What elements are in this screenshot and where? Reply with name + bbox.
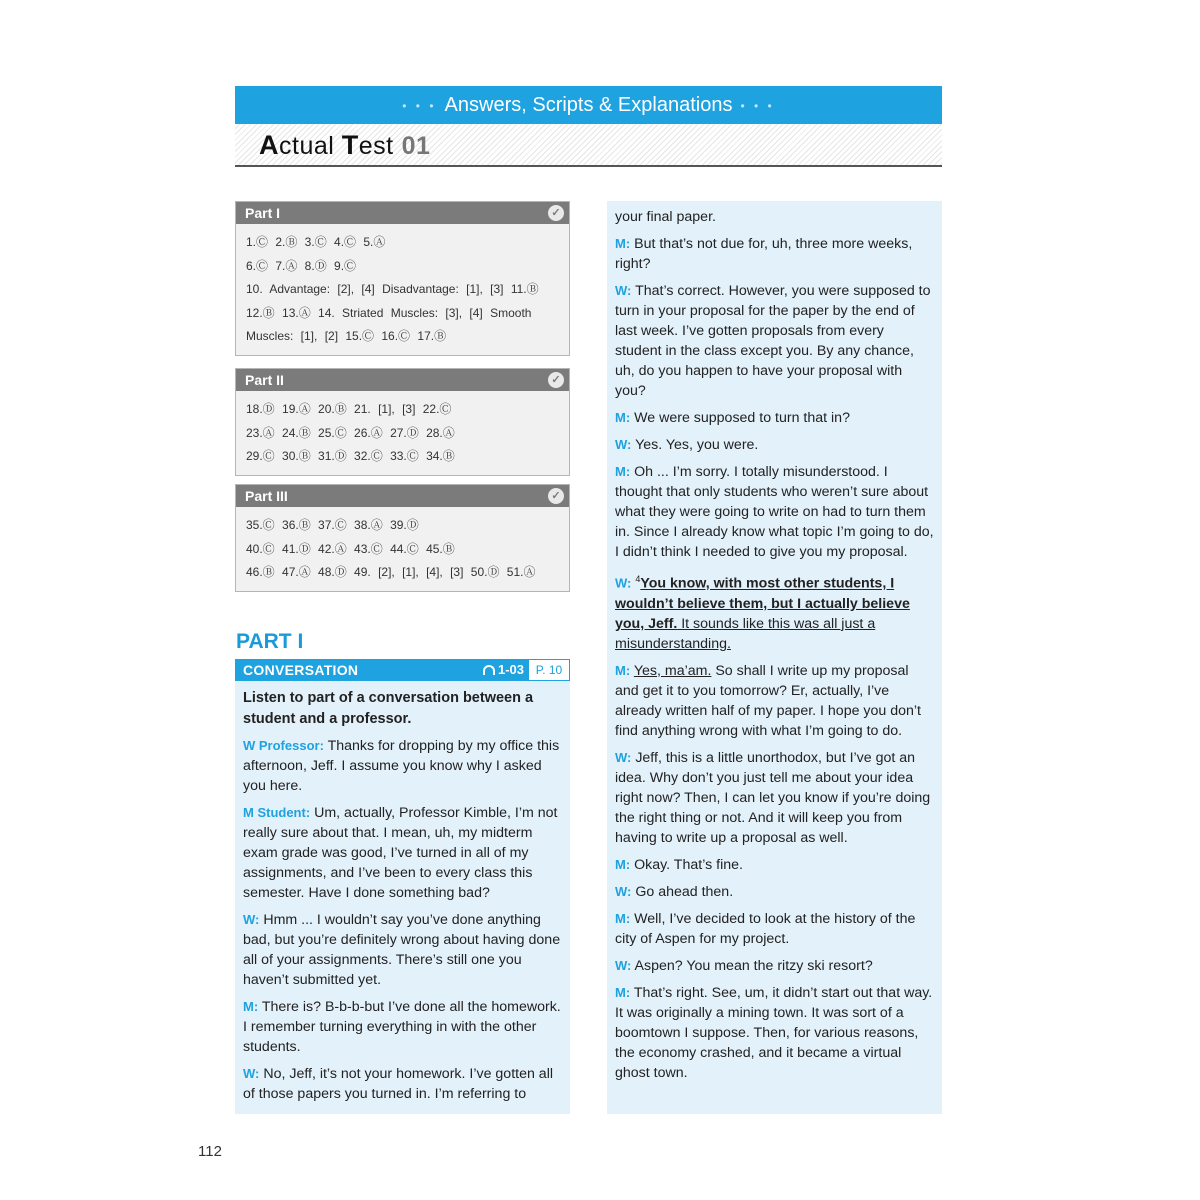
conversation-intro: Listen to part of a conversation between a student and a professor.	[243, 690, 534, 727]
underlined-text: It sounds like this was all just a misunderstanding.	[615, 615, 876, 652]
answer-key-header: Part II ✓	[236, 369, 569, 391]
speaker-label: M:	[615, 984, 631, 1000]
speaker-label: W:	[615, 749, 632, 765]
answer-line: 40.Ⓒ 41.Ⓓ 42.Ⓐ 43.Ⓒ 44.Ⓒ 45.Ⓑ	[246, 541, 455, 556]
script-paragraph: M: But that’s not due for, uh, three more weeks, right?	[615, 236, 913, 272]
speaker-label: W:	[615, 883, 632, 899]
answer-line: 12.Ⓑ 13.Ⓐ 14. Striated Muscles: [3], [4] Smooth	[246, 305, 532, 320]
check-icon: ✓	[548, 372, 564, 388]
speaker-label: M Student:	[243, 805, 311, 820]
script-panel-left	[235, 681, 570, 1114]
page-number: 112	[198, 1143, 222, 1160]
speaker-label: W:	[615, 283, 632, 298]
script-paragraph: W: Go ahead then.	[615, 883, 734, 900]
check-icon: ✓	[548, 488, 564, 504]
answer-line: 18.Ⓓ 19.Ⓐ 20.Ⓑ 21. [1], [3] 22.Ⓒ	[246, 402, 452, 416]
script-paragraph: W: Jeff, this is a little unorthodox, but I’ve got an idea. Why don’t you just tell me about your idea right now? Then, I can let you know if you’re doing the right thing or not. And it will keep you from having to write up a proposal as well.	[615, 749, 931, 846]
check-icon: ✓	[548, 205, 564, 221]
speaker-label: M:	[615, 910, 631, 926]
page-reference: P. 10	[528, 659, 570, 681]
answer-line: Muscles: [1], [2] 15.Ⓒ 16.Ⓒ 17.Ⓑ	[246, 329, 447, 343]
conversation-label: CONVERSATION	[243, 662, 359, 678]
speaker-label: M:	[615, 410, 631, 425]
script-paragraph: M Student: Um, actually, Professor Kimble, I’m not really sure about that. I mean, uh, my midterm exam grade was good, I’ve turned in all of my assignments, and I’ve been to every class this semester. Have I done something bad?	[243, 805, 558, 901]
script-paragraph: M: Okay. That’s fine.	[615, 856, 743, 873]
answer-line: 6.Ⓒ 7.Ⓐ 8.Ⓓ 9.Ⓒ	[246, 258, 357, 273]
answer-key-part-3	[235, 484, 570, 592]
script-paragraph: W: Aspen? You mean the ritzy ski resort?	[615, 957, 873, 974]
script-paragraph: M: Well, I’ve decided to look at the history of the city of Aspen for my project.	[615, 910, 916, 947]
banner-text: Answers, Scripts & Explanations	[444, 94, 733, 116]
script-paragraph: M: We were supposed to turn that in?	[615, 410, 850, 426]
banner-dots-right: • • •	[740, 98, 775, 113]
speaker-label: M:	[615, 464, 631, 479]
key-sentence: You know, with most other students, I wouldn’t believe them, but I actually believe you, Jeff.	[615, 575, 910, 632]
script-paragraph-highlighted	[615, 569, 934, 654]
part-title: PART I	[236, 630, 304, 653]
speaker-label: M:	[615, 856, 631, 872]
banner-dots-left: • • •	[402, 98, 437, 113]
speaker-label: W:	[615, 957, 632, 973]
script-continuation: your final paper.	[615, 209, 716, 225]
speaker-label: M:	[615, 662, 631, 678]
speaker-label: W:	[615, 575, 632, 591]
script-paragraph: M: That’s right. See, um, it didn’t start out that way. It was originally a mining town. It was sort of a boomtown I suppose. Then, for various reasons, the economy crashed, and it became a virtual ghost town.	[615, 984, 933, 1081]
title-bar	[235, 124, 942, 167]
answer-line: 1.Ⓒ 2.Ⓑ 3.Ⓒ 4.Ⓒ 5.Ⓐ	[246, 235, 386, 249]
speaker-label: W:	[243, 912, 260, 927]
answer-line: 29.Ⓒ 30.Ⓑ 31.Ⓓ 32.Ⓒ 33.Ⓒ 34.Ⓑ	[246, 449, 455, 463]
page-title: Actual Test 01	[259, 130, 431, 160]
answer-key-header: Part III ✓	[236, 485, 569, 507]
question-marker: 4	[635, 574, 641, 584]
script-paragraph: M: Yes, ma’am. So shall I write up my proposal and get it to you tomorrow? Er, actually, I’ve already written half of my paper. I hope you don’t find anything wrong with what I’m going to do.	[615, 662, 922, 739]
speaker-label: W Professor:	[243, 738, 324, 753]
script-paragraph: W: Hmm ... I wouldn’t say you’ve done anything bad, but you’re definitely wrong about having done all of your assignments. There’s still one you haven’t submitted yet.	[243, 912, 561, 988]
answer-key-header: Part I ✓	[236, 202, 569, 224]
answer-line: 46.Ⓑ 47.Ⓐ 48.Ⓓ 49. [2], [1], [4], [3] 50.Ⓓ 51.Ⓐ	[246, 565, 536, 579]
script-panel-right	[607, 201, 942, 1114]
audio-track: 1-03	[483, 659, 524, 681]
answer-line: 10. Advantage: [2], [4] Disadvantage: [1], [3] 11.Ⓑ	[246, 282, 539, 296]
speaker-label: W:	[615, 437, 632, 452]
answer-line: 23.Ⓐ 24.Ⓑ 25.Ⓒ 26.Ⓐ 27.Ⓓ 28.Ⓐ	[246, 425, 455, 440]
section-banner	[235, 86, 942, 124]
speaker-label: W:	[243, 1066, 260, 1081]
answer-key-part-2	[235, 368, 570, 476]
underlined-text: Yes, ma’am.	[633, 662, 712, 679]
speaker-label: M:	[243, 999, 259, 1014]
headphones-icon	[483, 665, 495, 675]
script-paragraph: W: Yes. Yes, you were.	[615, 437, 759, 453]
conversation-bar	[235, 659, 570, 681]
answer-key-part-1	[235, 201, 570, 356]
speaker-label: M:	[615, 236, 631, 251]
answer-line: 35.Ⓒ 36.Ⓑ 37.Ⓒ 38.Ⓐ 39.Ⓓ	[246, 518, 419, 532]
script-paragraph: W Professor: Thanks for dropping by my office this afternoon, Jeff. I assume you know why I asked you here.	[243, 738, 560, 794]
script-paragraph: M: Oh ... I’m sorry. I totally misunderstood. I thought that only students who weren’t sure about what they were going to write on had to turn them in. Since I already know what topic I’m going to do, I didn’t think I needed to give you my proposal.	[615, 464, 934, 560]
script-paragraph: W: That’s correct. However, you were supposed to turn in your proposal for the paper by the end of last week. I’ve gotten proposals from every student in the class except you. By any chance, uh, do you happen to have your proposal with you?	[615, 283, 931, 399]
script-paragraph: W: No, Jeff, it’s not your homework. I’ve gotten all of those papers you turned in. I’m referring to	[243, 1066, 554, 1102]
script-paragraph: M: There is? B-b-b-but I’ve done all the homework. I remember turning everything in with the other students.	[243, 999, 561, 1055]
